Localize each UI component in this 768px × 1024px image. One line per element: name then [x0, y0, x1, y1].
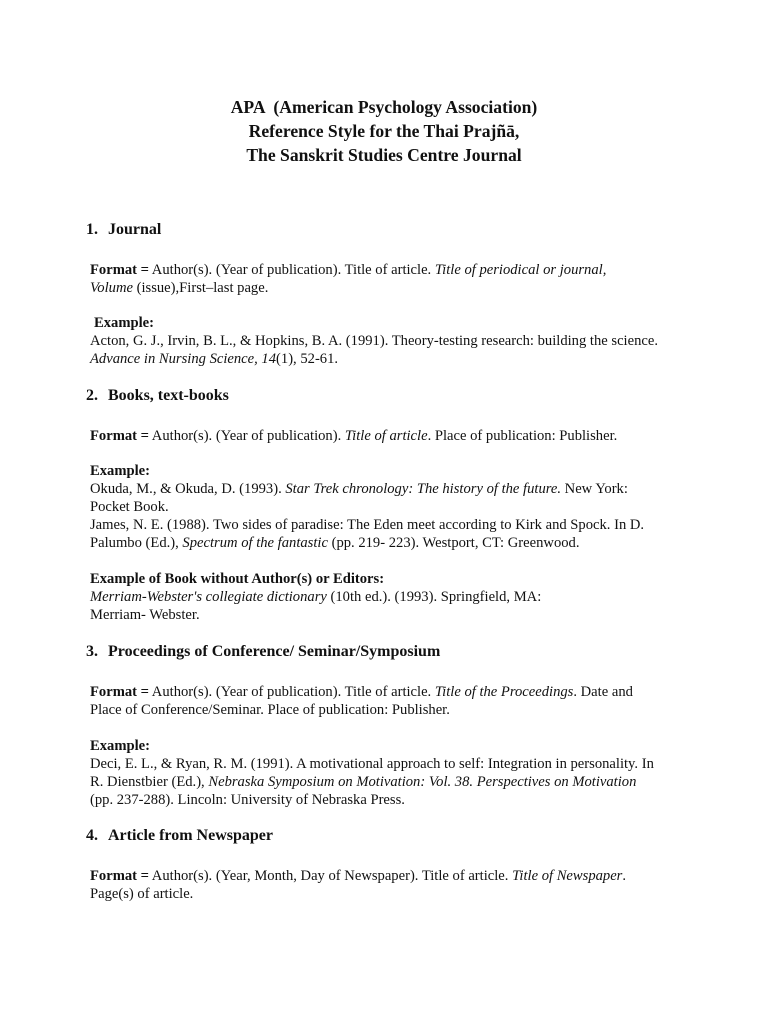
section-heading-journal — [86, 220, 161, 240]
format-label: Format = — [90, 868, 149, 884]
example-label: Example: — [94, 315, 154, 331]
example-text: (10th ed.). (1993). Springfield, MA: — [326, 589, 542, 605]
example-italic: Star Trek chronology: The history of the future. — [285, 481, 562, 497]
format-text: . — [622, 868, 627, 884]
books-example — [90, 462, 690, 552]
newspaper-format — [90, 867, 690, 903]
section-number: 1. — [86, 221, 98, 238]
example-italic: Advance in Nursing Science, 14 — [90, 351, 277, 367]
journal-example — [90, 314, 690, 368]
format-text: Author(s). (Year of publication). Title of article. — [148, 262, 435, 278]
example-text: R. Dienstbier (Ed.), — [90, 774, 209, 790]
document-title — [0, 95, 768, 167]
example-text: Deci, E. L., & Ryan, R. M. (1991). A motivational approach to self: Integration in personality. In — [90, 756, 654, 772]
section-heading-newspaper — [86, 826, 273, 846]
format-italic: Title of Newspaper — [512, 868, 623, 884]
section-title: Article from Newspaper — [108, 827, 273, 844]
format-text: Author(s). (Year of publication). — [148, 428, 345, 444]
format-text: . Date and — [573, 684, 633, 700]
title-line-1: APA (American Psychology Association) — [230, 97, 538, 117]
format-text: Author(s). (Year, Month, Day of Newspaper). Title of article. — [148, 868, 513, 884]
example-label: Example of Book without Author(s) or Editors: — [90, 571, 385, 587]
example-text: James, N. E. (1988). Two sides of paradise: The Eden meet according to Kirk and Spock. In D. — [90, 517, 645, 533]
format-label: Format = — [90, 262, 149, 278]
section-title: Books, text-books — [108, 387, 229, 404]
example-text: Merriam- Webster. — [90, 607, 200, 623]
format-text: . Place of publication: Publisher. — [427, 428, 618, 444]
example-label: Example: — [90, 463, 150, 479]
title-line-3: The Sanskrit Studies Centre Journal — [246, 145, 522, 165]
example-label: Example: — [90, 738, 150, 754]
section-number: 3. — [86, 643, 98, 660]
example-italic: Nebraska Symposium on Motivation: Vol. 38. Perspectives on Motivation — [208, 774, 637, 790]
books-no-author-example — [90, 570, 690, 624]
proceedings-format — [90, 683, 690, 719]
format-label: Format = — [90, 684, 149, 700]
example-italic: Merriam-Webster's collegiate dictionary — [90, 589, 327, 605]
section-title: Journal — [108, 221, 162, 238]
format-text: (issue),First–last page. — [132, 280, 269, 296]
example-text: (pp. 237-288). Lincoln: University of Nebraska Press. — [90, 792, 405, 808]
title-line-2: Reference Style for the Thai Prajñā, — [248, 121, 520, 141]
format-text: Place of Conference/Seminar. Place of publication: Publisher. — [90, 702, 450, 718]
section-title: Proceedings of Conference/ Seminar/Symposium — [108, 643, 441, 660]
section-heading-books — [86, 386, 229, 406]
example-text: (pp. 219- 223). Westport, CT: Greenwood. — [327, 535, 580, 551]
format-text: Author(s). (Year of publication). Title of article. — [148, 684, 435, 700]
journal-format — [90, 261, 690, 297]
format-italic: Title of periodical or journal, — [434, 262, 607, 278]
example-text: New York: — [561, 481, 628, 497]
example-text: Palumbo (Ed.), — [90, 535, 183, 551]
format-italic: Title of the Proceedings — [434, 684, 574, 700]
format-label: Format = — [90, 428, 149, 444]
section-heading-proceedings — [86, 642, 440, 662]
format-italic: Title of article — [344, 428, 428, 444]
example-text: Okuda, M., & Okuda, D. (1993). — [90, 481, 286, 497]
format-text: Page(s) of article. — [90, 886, 194, 902]
example-italic: Spectrum of the fantastic — [182, 535, 328, 551]
section-number: 4. — [86, 827, 98, 844]
example-text: Pocket Book. — [90, 499, 169, 515]
books-format — [90, 427, 690, 445]
section-number: 2. — [86, 387, 98, 404]
example-text: (1), 52-61. — [276, 351, 339, 367]
example-reference: Acton, G. J., Irvin, B. L., & Hopkins, B. A. (1991). Theory-testing research: building the science. — [90, 333, 658, 349]
format-italic: Volume — [90, 280, 133, 296]
proceedings-example — [90, 737, 690, 809]
